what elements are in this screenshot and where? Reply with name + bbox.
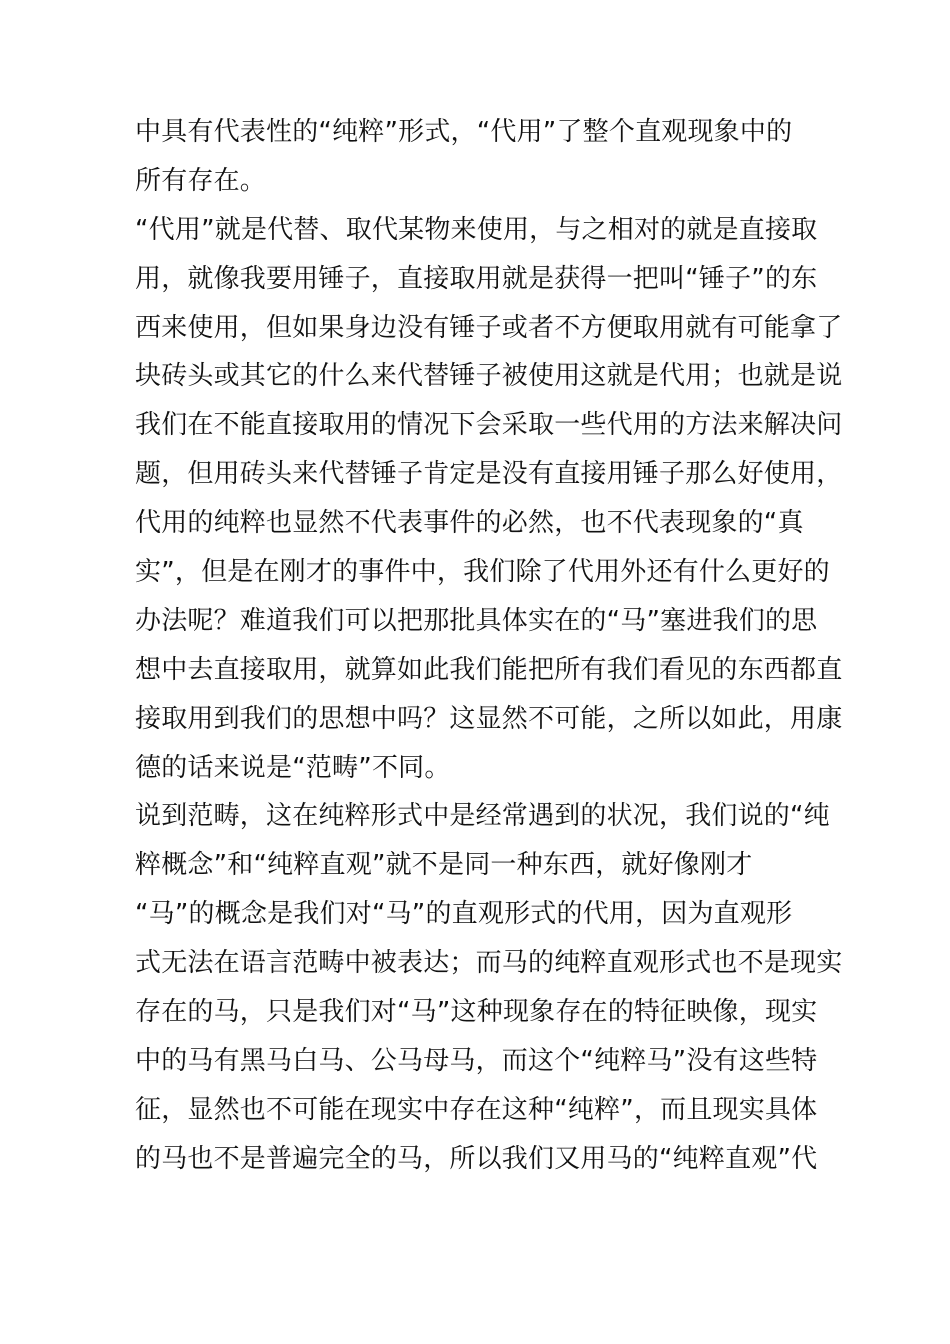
text-line: 存在的马，只是我们对“马”这种现象存在的特征映像，现实 [135,997,818,1028]
text-line: 实”，但是在刚才的事件中，我们除了代用外还有什么更好的 [135,557,830,588]
text-line: 中具有代表性的“纯粹”形式，“代用”了整个直观现象中的 [135,117,793,147]
text-line: 题，但用砖头来代替锤子肯定是没有直接用锤子那么好使用， [135,459,843,490]
text-line: 说到范畴，这在纯粹形式中是经常遇到的状况，我们说的“纯 [135,801,830,832]
text-line: 征，显然也不可能在现实中存在这种“纯粹”，而且现实具体 [135,1094,818,1125]
document-body-text [135,108,843,1184]
text-line: 代用的纯粹也显然不代表事件的必然，也不代表现象的“真 [135,508,804,539]
text-line: 用，就像我要用锤子，直接取用就是获得一把叫“锤子”的东 [135,263,818,294]
text-line: 中的马有黑马白马、公马母马，而这个“纯粹马”没有这些特 [135,1045,818,1076]
text-line: 办法呢？难道我们可以把那批具体实在的“马”塞进我们的思 [135,605,818,636]
text-line: 块砖头或其它的什么来代替锤子被使用这就是代用；也就是说 [135,361,843,392]
text-line: 接取用到我们的思想中吗？这显然不可能，之所以如此，用康 [135,703,843,734]
text-line: 粹概念”和“纯粹直观”就不是同一种东西，就好像刚才 [135,850,753,881]
text-line: 式无法在语言范畴中被表达；而马的纯粹直观形式也不是现实 [135,948,843,979]
text-line: 我们在不能直接取用的情况下会采取一些代用的方法来解决问 [135,410,843,441]
text-line: 的马也不是普遍完全的马，所以我们又用马的“纯粹直观”代 [135,1143,818,1174]
text-line: 西来使用，但如果身边没有锤子或者不方便取用就有可能拿了 [135,312,843,343]
text-line: 所有存在。 [135,165,267,196]
text-line: 德的话来说是“范畴”不同。 [135,752,451,783]
text-line: “马”的概念是我们对“马”的直观形式的代用，因为直观形 [135,899,793,930]
text-line: 想中去直接取用，就算如此我们能把所有我们看见的东西都直 [135,654,843,685]
text-line: “代用”就是代替、取代某物来使用，与之相对的就是直接取 [135,214,818,245]
